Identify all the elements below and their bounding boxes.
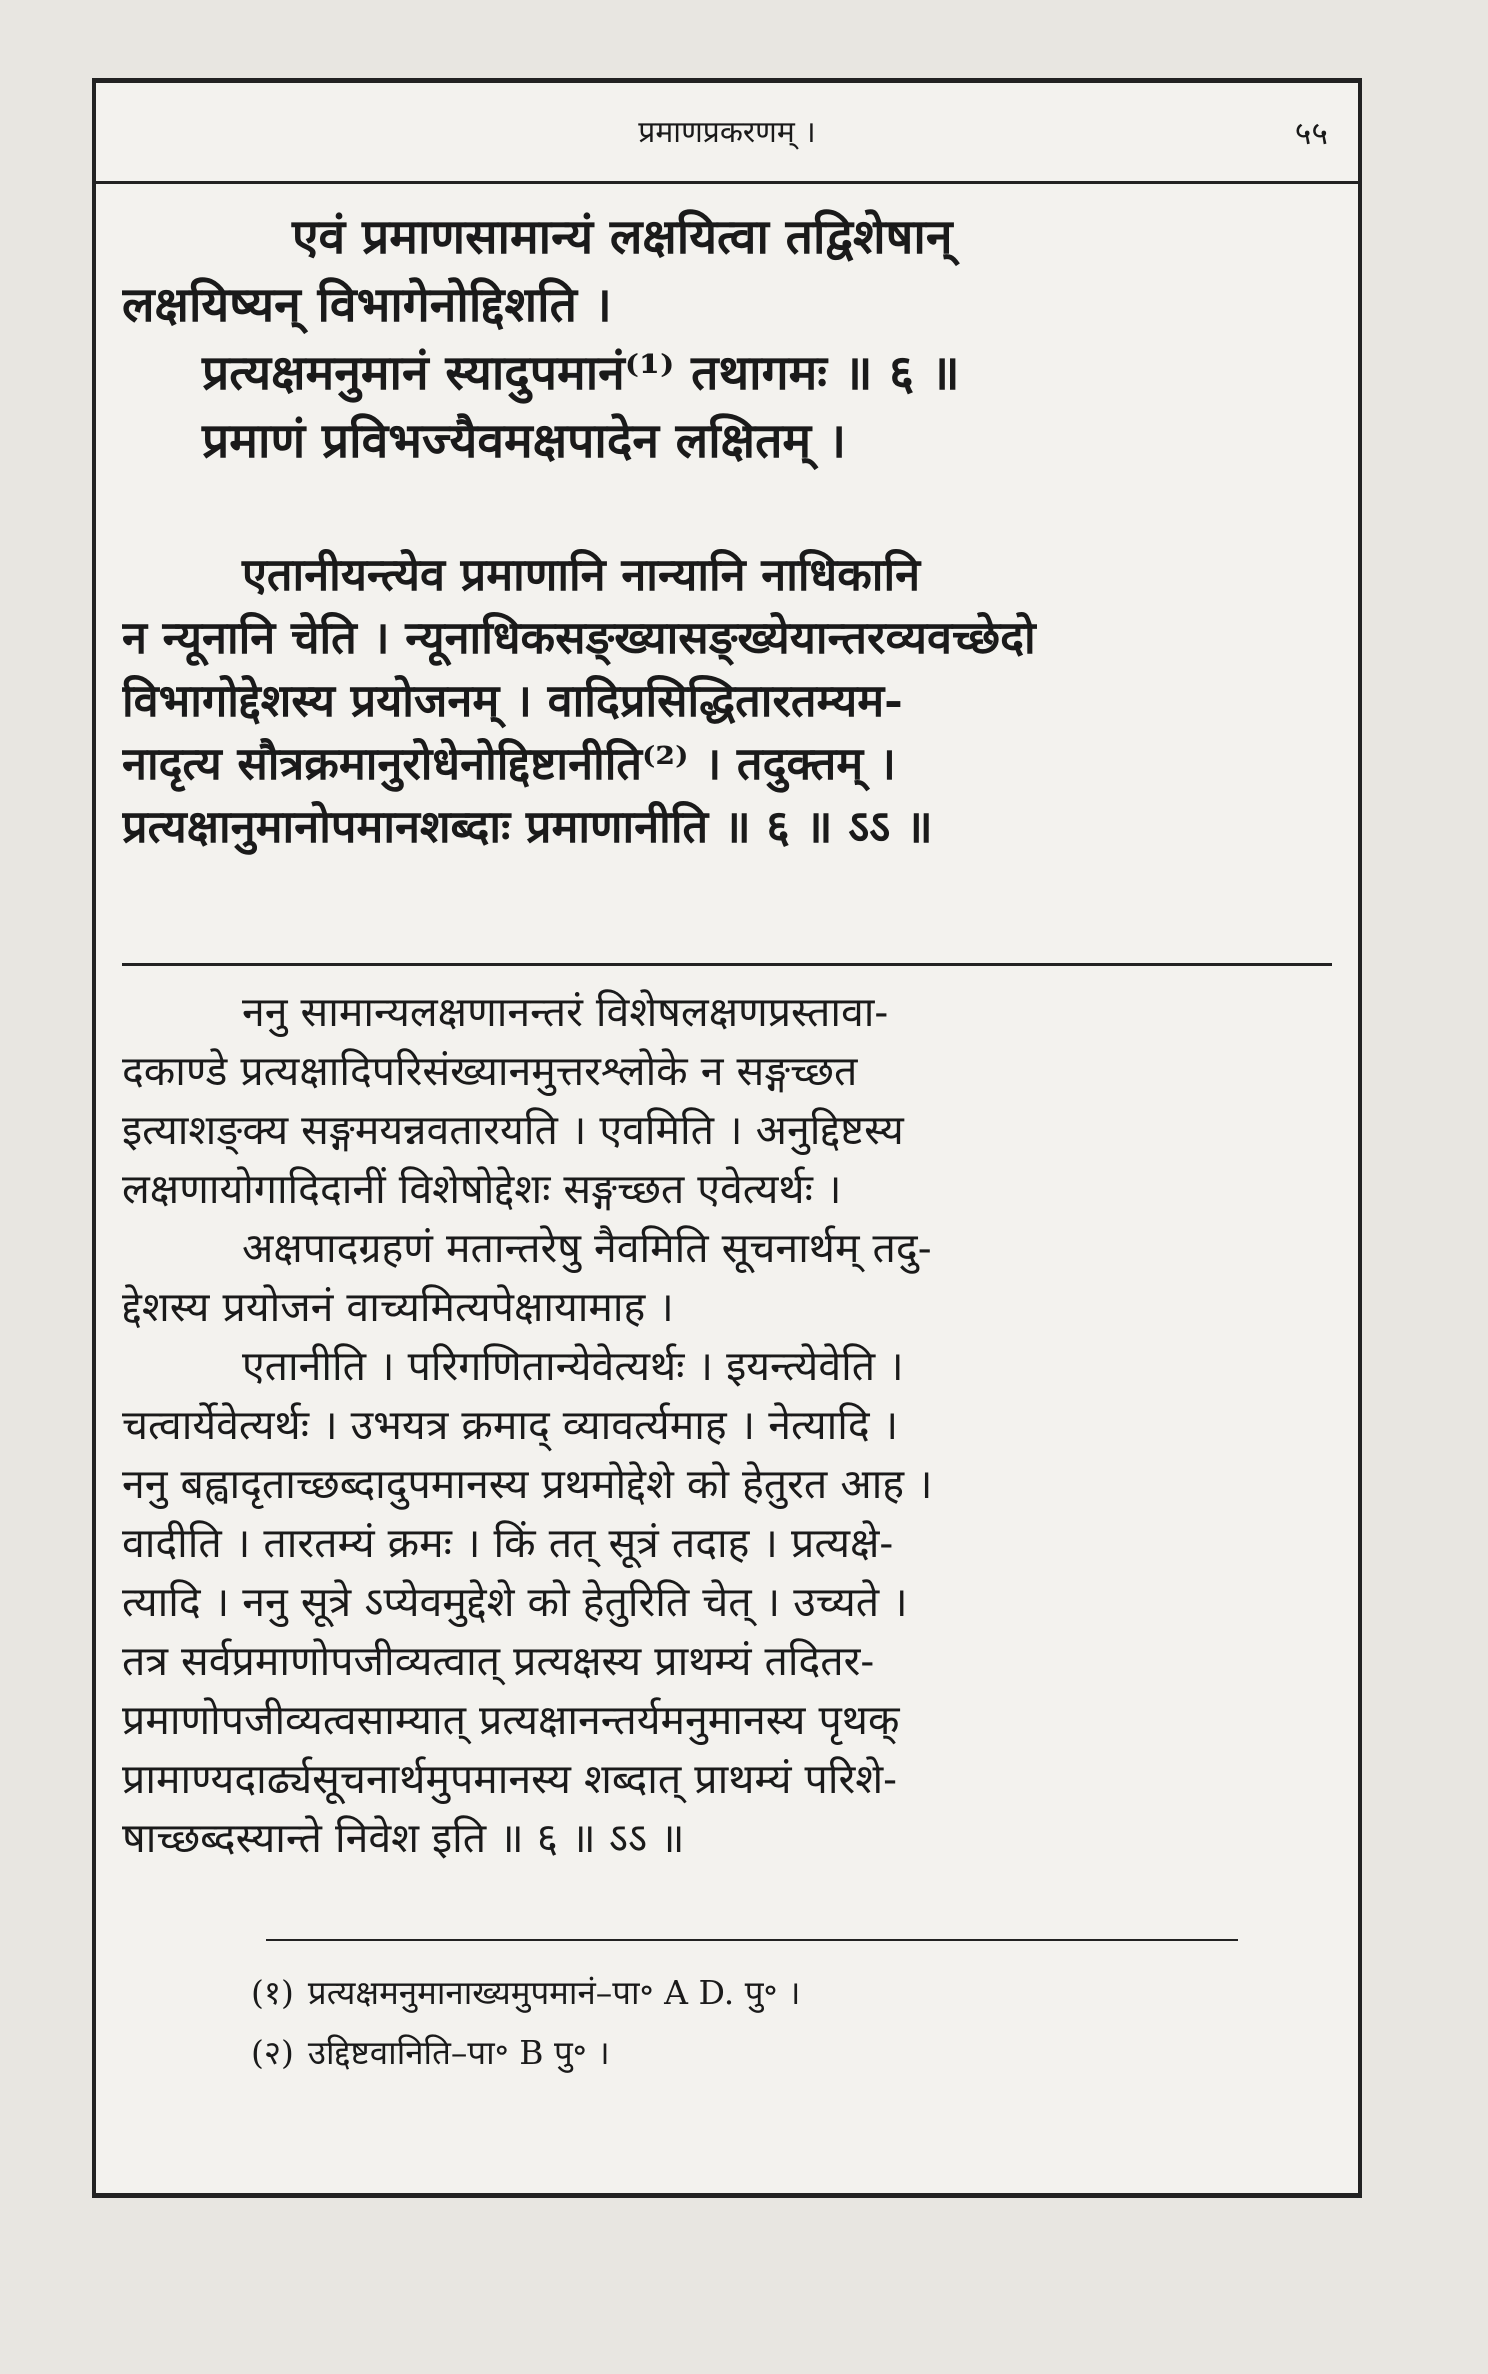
vritti-line: न न्यूनानि चेति । न्यूनाधिकसङ्ख्यासङ्ख्येयान्तरव्यवच्छेदो <box>122 611 1036 664</box>
tika-line: द्देशस्य प्रयोजनं वाच्यमित्यपेक्षायामाह । <box>122 1283 674 1331</box>
commentary-rule <box>122 963 1332 966</box>
verse-line: प्रमाणं प्रविभज्यैवमक्षपादेन लक्षितम् । <box>202 413 847 469</box>
tika-line: प्रमाणोपजीव्यत्वसाम्यात् प्रत्यक्षानन्तर्यमनुमानस्य पृथक् <box>122 1696 900 1744</box>
vritti-line: नादृत्य सौत्रक्रमानुरोधेनोद्दिष्टानीति⁽²⁾ । तदुक्तम् । <box>122 737 896 790</box>
footnote-marker: (१) <box>251 1973 294 2012</box>
page-number: ५५ <box>1294 114 1328 152</box>
tika-line: तत्र सर्वप्रमाणोपजीव्यत्वात् प्रत्यक्षस्य प्राथम्यं तदितर- <box>122 1637 875 1685</box>
tika-commentary <box>122 983 1332 1868</box>
vritti-line: विभागोद्देशस्य प्रयोजनम् । वादिप्रसिद्धितारतम्यम- <box>122 674 903 727</box>
tika-line: अक्षपादग्रहणं मतान्तरेषु नैवमिति सूचनार्थम् तदु- <box>242 1224 932 1272</box>
footnotes <box>251 1963 1332 2083</box>
header-rule <box>96 181 1358 184</box>
tika-line: ननु सामान्यलक्षणानन्तरं विशेषलक्षणप्रस्तावा- <box>242 988 889 1036</box>
mula-line: एवं प्रमाणसामान्यं लक्षयित्वा तद्विशेषान् <box>292 209 953 265</box>
tika-line: त्यादि । ननु सूत्रे ऽप्येवमुद्देशे को हेतुरिति चेत् । उच्यते । <box>122 1578 908 1626</box>
footnote-text: उद्दिष्टवानिति–पा॰ B पु॰ । <box>307 2033 610 2072</box>
verse-line: प्रत्यक्षमनुमानं स्यादुपमानं⁽¹⁾ तथागमः ॥ ६ ॥ <box>202 345 960 401</box>
book-page <box>92 78 1362 2198</box>
footnote-rule <box>266 1939 1238 1941</box>
vritti-text <box>122 543 1332 858</box>
tika-line: लक्षणायोगादिदानीं विशेषोद्देशः सङ्गच्छत एवेत्यर्थः । <box>122 1165 842 1213</box>
tika-line: दकाण्डे प्रत्यक्षादिपरिसंख्यानमुत्तरश्लोके न सङ्गच्छत <box>122 1047 858 1095</box>
footnote <box>251 1963 1332 2023</box>
running-title: प्रमाणप्रकरणम् । <box>638 115 816 150</box>
mula-text <box>122 203 1332 475</box>
tika-line: षाच्छब्दस्यान्ते निवेश इति ॥ ६ ॥ ऽऽ ॥ <box>122 1814 685 1862</box>
footnote <box>251 2023 1332 2083</box>
footnote-marker: (२) <box>251 2033 294 2072</box>
vritti-line: प्रत्यक्षानुमानोपमानशब्दाः प्रमाणानीति ॥ ६ ॥ ऽऽ ॥ <box>122 800 933 853</box>
tika-line: इत्याशङ्क्य सङ्गमयन्नवतारयति । एवमिति । अनुद्दिष्टस्य <box>122 1106 904 1154</box>
tika-line: एतानीति । परिगणितान्येवेत्यर्थः । इयन्त्येवेति । <box>242 1342 904 1390</box>
tika-line: वादीति । तारतम्यं क्रमः । किं तत् सूत्रं तदाह । प्रत्यक्षे- <box>122 1519 894 1567</box>
vritti-line: एतानीयन्त्येव प्रमाणानि नान्यानि नाधिकानि <box>242 548 921 601</box>
tika-line: ननु बह्वादृताच्छब्दादुपमानस्य प्रथमोद्देशे को हेतुरत आह । <box>122 1460 933 1508</box>
mula-line: लक्षयिष्यन् विभागेनोद्दिशति । <box>122 277 612 333</box>
tika-line: प्रामाण्यदार्ढ्यसूचनार्थमुपमानस्य शब्दात् प्राथम्यं परिशे- <box>122 1755 897 1803</box>
tika-line: चत्वार्येवेत्यर्थः । उभयत्र क्रमाद् व्यावर्त्यमाह । नेत्यादि । <box>122 1401 899 1449</box>
footnote-text: प्रत्यक्षमनुमानाख्यमुपमानं–पा॰ A D. पु॰ । <box>307 1973 801 2012</box>
